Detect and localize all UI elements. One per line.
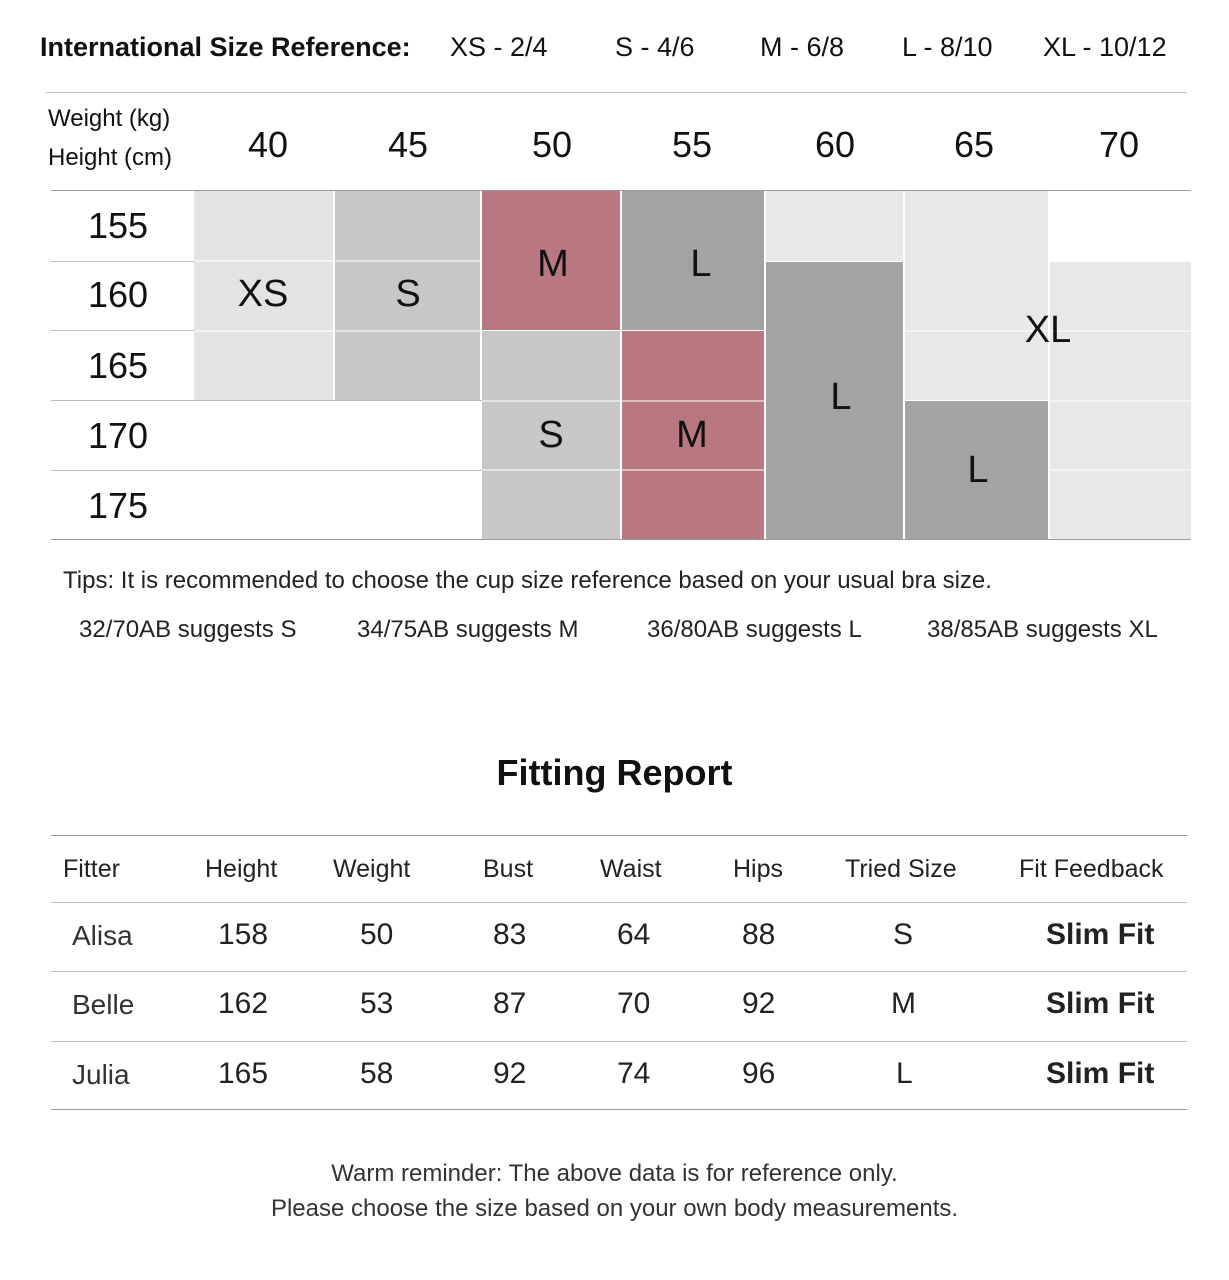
fitter-name: Julia	[72, 1059, 130, 1090]
fitter-name: Belle	[72, 989, 135, 1020]
fitter-bust: 87	[493, 987, 527, 1020]
divider	[51, 971, 1187, 972]
grid-row-line	[51, 261, 194, 262]
fitter-waist: 74	[617, 1057, 651, 1090]
column-header: Fitter	[63, 855, 120, 883]
fitter-feedback: Slim Fit	[1046, 1057, 1155, 1090]
grid-size-label: L	[967, 449, 989, 491]
column-header: Height	[205, 855, 278, 883]
reminder-line-2: Please choose the size based on your own body measurements.	[270, 1195, 959, 1222]
weight-header: 70	[1098, 124, 1140, 165]
grid-row-line	[51, 330, 194, 331]
column-header: Hips	[733, 855, 784, 883]
tip-item: 32/70AB suggests S	[79, 616, 297, 643]
height-header: 170	[87, 415, 149, 456]
cell-separator	[482, 469, 764, 471]
divider	[46, 92, 1187, 93]
fitter-height: 162	[218, 987, 269, 1020]
fitter-hips: 96	[742, 1057, 776, 1090]
cell-separator	[482, 400, 764, 402]
grid-cell-xl	[905, 191, 1048, 400]
fitter-weight: 50	[360, 918, 394, 951]
fitter-waist: 70	[617, 987, 651, 1020]
cell-separator	[194, 330, 480, 332]
height-header: 175	[87, 485, 149, 526]
column-header: Tried Size	[845, 855, 957, 883]
column-header: Waist	[600, 855, 662, 883]
fitter-tried-size: M	[891, 987, 916, 1020]
column-header: Bust	[483, 855, 534, 883]
fitter-bust: 83	[493, 918, 527, 951]
fitter-feedback: Slim Fit	[1046, 918, 1155, 951]
column-header: Fit Feedback	[1019, 855, 1164, 883]
tip-item: 34/75AB suggests M	[357, 616, 579, 643]
weight-header: 50	[531, 124, 573, 165]
fitter-weight: 58	[360, 1057, 394, 1090]
grid-row-line	[51, 400, 482, 401]
height-header: 165	[87, 345, 149, 386]
grid-size-label: XL	[1024, 309, 1072, 351]
size-reference-title: International Size Reference:	[40, 32, 411, 62]
fitter-weight: 53	[360, 987, 394, 1020]
fitter-waist: 64	[617, 918, 651, 951]
fitter-hips: 92	[742, 987, 776, 1020]
cell-separator	[1050, 469, 1191, 471]
fitter-height: 165	[218, 1057, 269, 1090]
weight-header: 55	[671, 124, 713, 165]
divider	[51, 835, 1187, 836]
fitter-bust: 92	[493, 1057, 527, 1090]
size-reference-xl: XL - 10/12	[1043, 32, 1167, 62]
cell-separator	[1050, 400, 1191, 402]
fitter-height: 158	[218, 918, 269, 951]
size-reference-s: S - 4/6	[615, 32, 695, 62]
grid-size-label: M	[676, 414, 708, 456]
fitter-tried-size: S	[893, 918, 914, 951]
tips-text: Tips: It is recommended to choose the cup size reference based on your usual bra size.	[63, 567, 992, 594]
reminder-line-1: Warm reminder: The above data is for reference only.	[331, 1160, 898, 1187]
divider	[51, 902, 1187, 903]
weight-header: 45	[387, 124, 429, 165]
weight-header: 65	[953, 124, 995, 165]
height-axis-label: Height (cm)	[48, 144, 173, 171]
grid-size-label: L	[830, 376, 852, 418]
fitter-tried-size: L	[896, 1057, 913, 1090]
grid-row-line	[51, 539, 1191, 540]
grid-row-line	[51, 470, 482, 471]
weight-axis-label: Weight (kg)	[48, 105, 171, 132]
height-header: 160	[87, 274, 149, 315]
grid-size-label: XS	[237, 273, 289, 315]
weight-header: 60	[814, 124, 856, 165]
grid-size-label: S	[395, 273, 421, 315]
column-header: Weight	[333, 855, 411, 883]
weight-header: 40	[247, 124, 289, 165]
size-reference-xs: XS - 2/4	[450, 32, 548, 62]
fitter-feedback: Slim Fit	[1046, 987, 1155, 1020]
grid-cell-xl	[766, 191, 903, 261]
divider	[51, 1041, 1187, 1042]
size-reference-l: L - 8/10	[902, 32, 993, 62]
tip-item: 38/85AB suggests XL	[927, 616, 1158, 643]
grid-size-label: S	[538, 414, 564, 456]
tip-item: 36/80AB suggests L	[647, 616, 862, 643]
cell-separator	[194, 260, 480, 262]
grid-row-line	[51, 190, 1191, 191]
size-reference-m: M - 6/8	[760, 32, 845, 62]
fitter-name: Alisa	[72, 920, 133, 951]
divider	[51, 1109, 1187, 1110]
grid-size-label: M	[537, 243, 569, 285]
report-title: Fitting Report	[496, 752, 733, 793]
fitter-hips: 88	[742, 918, 776, 951]
height-header: 155	[87, 205, 149, 246]
grid-size-label: L	[690, 243, 712, 285]
